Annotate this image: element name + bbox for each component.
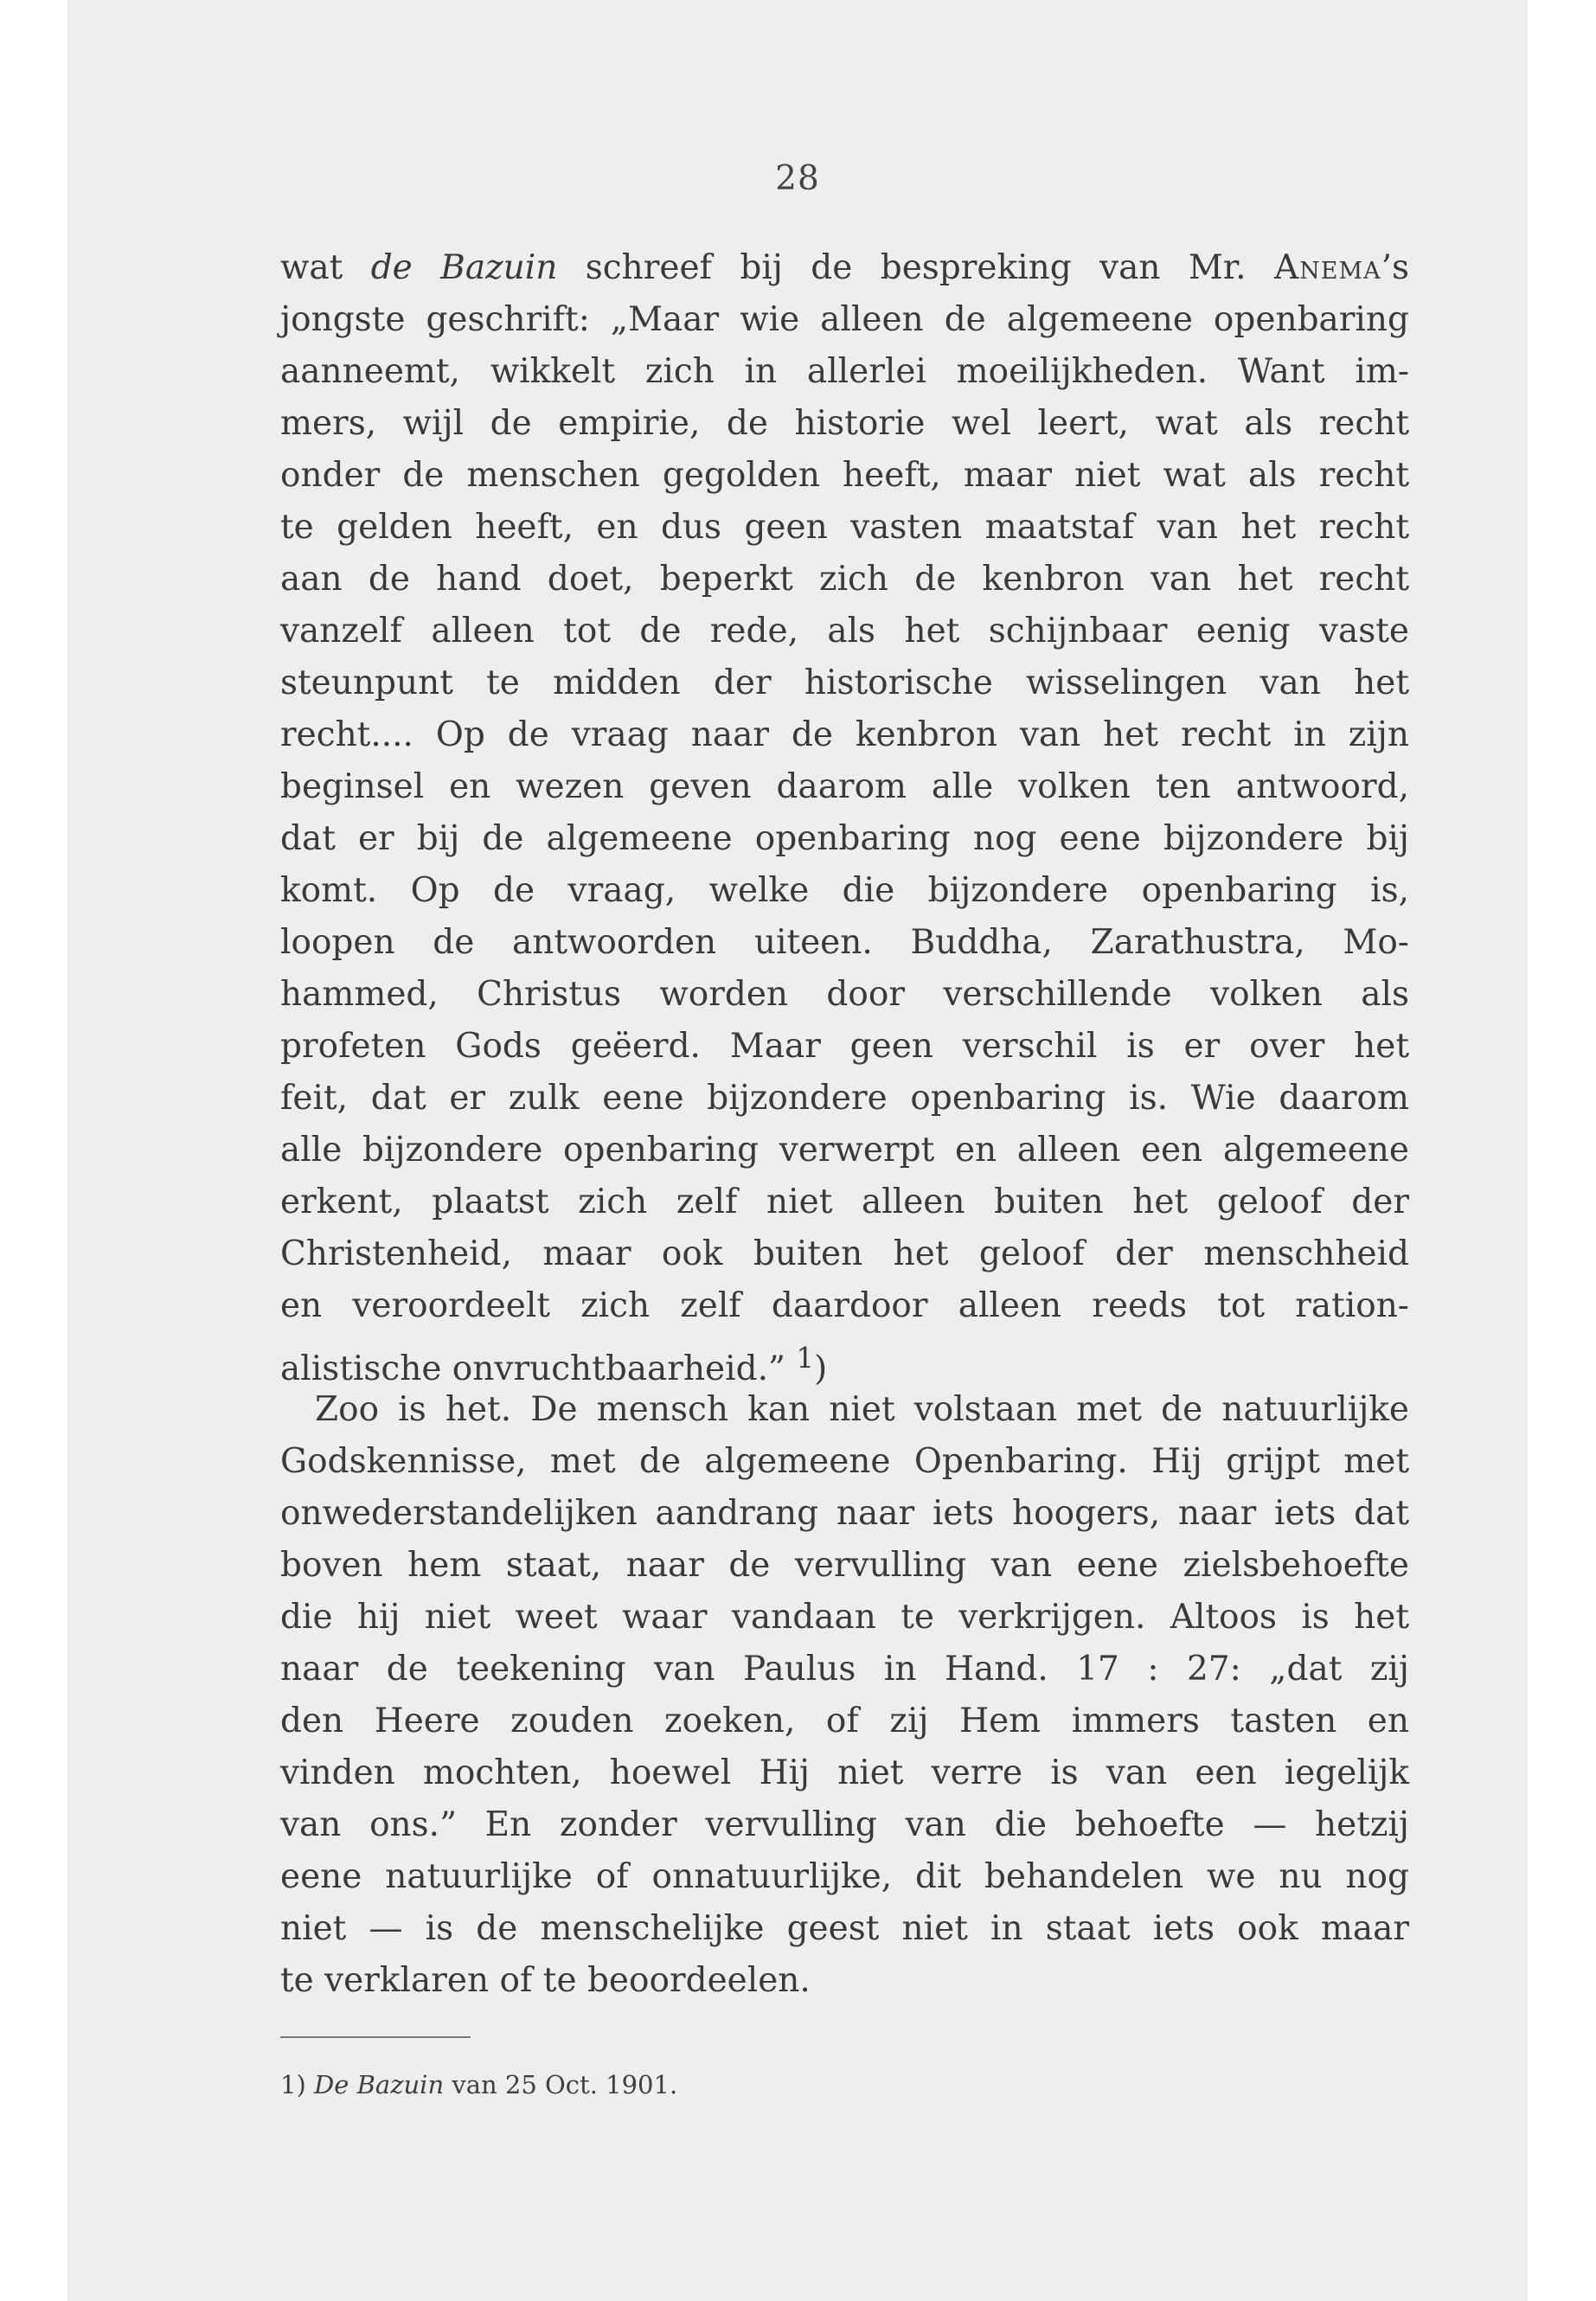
text-line: die hij niet weet waar vandaan te verkrijgen. Altoos is het: [280, 1598, 1409, 1637]
text-line-1: [280, 242, 1409, 294]
text-line: profeten Gods geëerd. Maar geen verschil is er over het: [280, 1027, 1409, 1066]
text-line: vinden mochten, hoewel Hij niet verre is van een iegelijk: [280, 1753, 1409, 1792]
footnote-text: van 25 Oct. 1901.: [444, 2070, 678, 2099]
text-line: van ons.” En zonder vervulling van die behoefte — hetzij: [280, 1805, 1409, 1844]
book-page: [67, 0, 1528, 2301]
text-line: naar de teekening van Paulus in Hand. 17 : 27: „dat zij: [280, 1650, 1409, 1689]
text-fragment: wat: [280, 248, 371, 287]
footnote: [280, 2067, 677, 2102]
text-line: aanneemt, wikkelt zich in allerlei moeilijkheden. Want im-: [280, 352, 1409, 391]
page-number: 28: [775, 159, 820, 198]
text-line: onwederstandelijken aandrang naar iets hoogers, naar iets dat: [280, 1494, 1409, 1533]
text-line: te gelden heeft, en dus geen vasten maatstaf van het recht: [280, 508, 1409, 547]
text-line-end-paragraph: [280, 1332, 1409, 1388]
text-fragment: alistische onvruchtbaarheid.”: [280, 1349, 797, 1388]
small-caps-name: Anema: [1273, 248, 1381, 287]
text-line: recht.... Op de vraag naar de kenbron van het recht in zijn: [280, 715, 1409, 754]
footnote-italic-title: De Bazuin: [313, 2070, 445, 2099]
text-line: Christenheid, maar ook buiten het geloof der menschheid: [280, 1234, 1409, 1273]
text-line: mers, wijl de empirie, de historie wel leert, wat als recht: [280, 404, 1409, 443]
text-line: vanzelf alleen tot de rede, als het schijnbaar eenig vaste: [280, 612, 1409, 651]
footnote-marker: 1): [280, 2070, 306, 2099]
text-fragment: schreef bij de bespreking van Mr.: [557, 248, 1274, 287]
text-line: eene natuurlijke of onnatuurlijke, dit behandelen we nu nog: [280, 1857, 1409, 1896]
text-line: erkent, plaatst zich zelf niet alleen buiten het geloof der: [280, 1183, 1409, 1221]
paragraph-start-line: Zoo is het. De mensch kan niet volstaan met de natuurlijke: [315, 1390, 1409, 1429]
text-line: Godskennisse, met de algemeene Openbaring. Hij grijpt met: [280, 1442, 1409, 1481]
text-line: dat er bij de algemeene openbaring nog eene bijzondere bij: [280, 819, 1409, 858]
text-line: steunpunt te midden der historische wisselingen van het: [280, 663, 1409, 702]
text-line: feit, dat er zulk eene bijzondere openbaring is. Wie daarom: [280, 1079, 1409, 1118]
text-line: jongste geschrift: „Maar wie alleen de algemeene openbaring: [280, 300, 1409, 339]
footnote-reference: 1: [796, 1342, 814, 1375]
text-line: loopen de antwoorden uiteen. Buddha, Zarathustra, Mo-: [280, 923, 1409, 962]
text-line: hammed, Christus worden door verschillende volken als: [280, 975, 1409, 1014]
text-line: niet — is de menschelijke geest niet in staat iets ook maar: [280, 1909, 1409, 1948]
text-line: den Heere zouden zoeken, of zij Hem immers tasten en: [280, 1702, 1409, 1740]
text-line: aan de hand doet, beperkt zich de kenbron van het recht: [280, 560, 1409, 599]
text-line: onder de menschen gegolden heeft, maar niet wat als recht: [280, 456, 1409, 495]
footnote-divider: [280, 2036, 471, 2038]
main-text: [280, 242, 1409, 2007]
text-line: beginsel en wezen geven daarom alle volken ten antwoord,: [280, 767, 1409, 806]
text-line: alle bijzondere openbaring verwerpt en alleen een algemeene: [280, 1131, 1409, 1170]
text-line: en veroordeelt zich zelf daardoor alleen reeds tot ration-: [280, 1286, 1409, 1325]
text-line: boven hem staat, naar de vervulling van eene zielsbehoefte: [280, 1546, 1409, 1585]
text-line: komt. Op de vraag, welke die bijzondere openbaring is,: [280, 871, 1409, 910]
text-line-end-paragraph: te verklaren of te beoordeelen.: [280, 1961, 811, 2000]
italic-title: de Bazuin: [370, 248, 558, 287]
text-fragment: ): [814, 1349, 828, 1388]
text-fragment: ’s: [1381, 248, 1410, 287]
